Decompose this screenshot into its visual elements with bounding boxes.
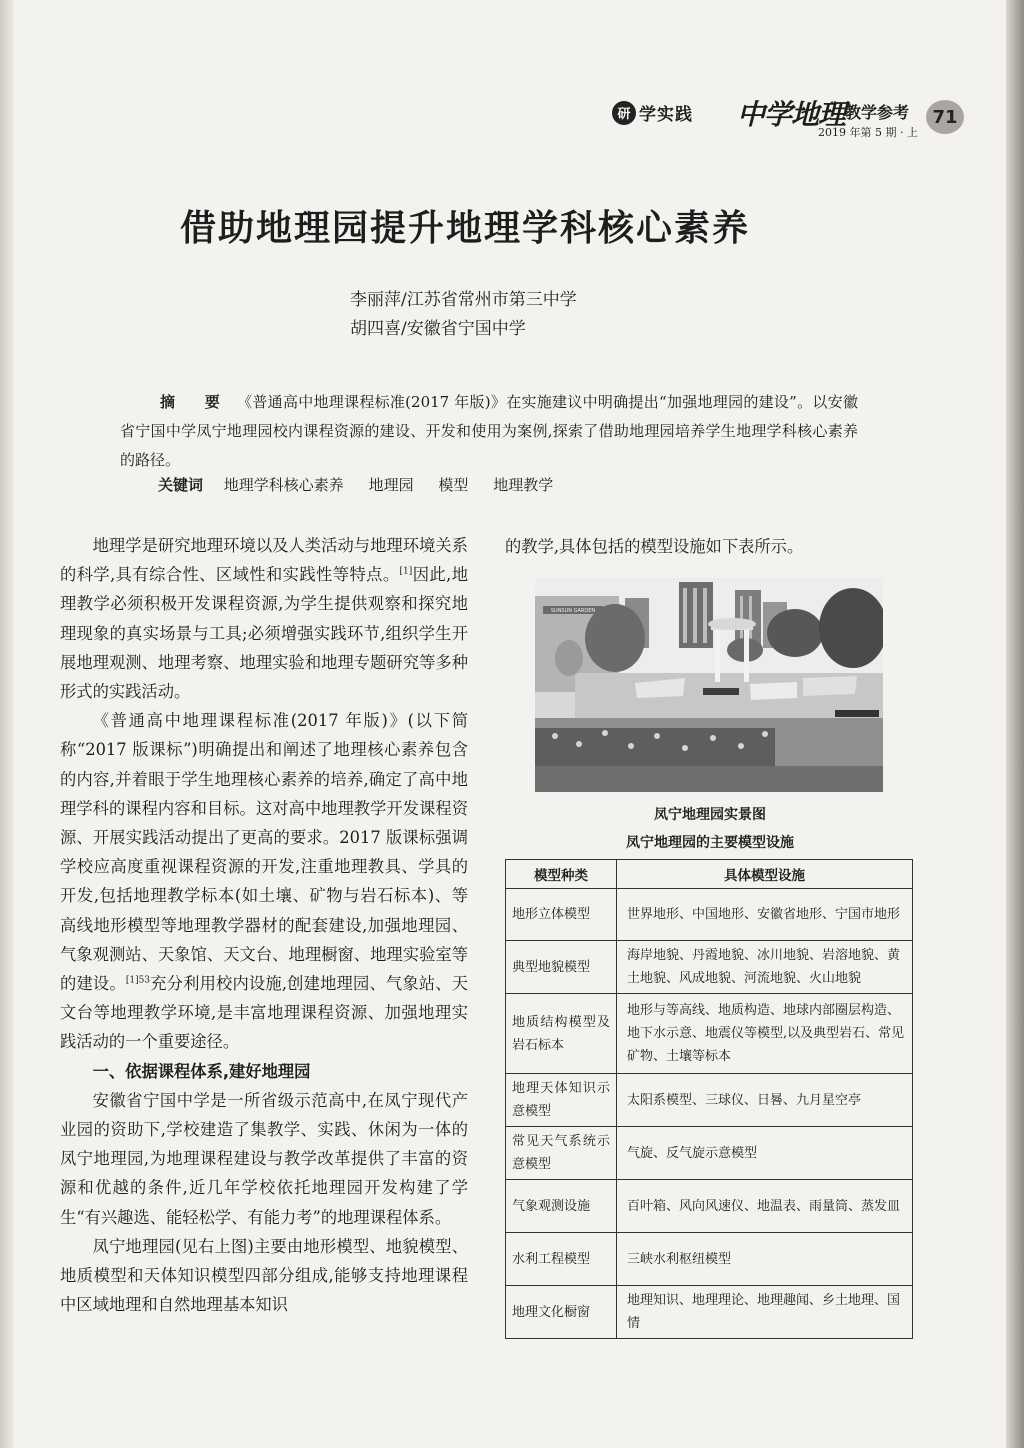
model-type-cell: 典型地貌模型 (506, 941, 617, 994)
keyword: 地理学科核心素养 (223, 476, 344, 494)
journal-logo: 中学地理 (737, 98, 846, 131)
paragraph-text: 充分利用校内设施,创建地理园、气象站、天文台等地理教学环境,是丰富地理课程资源、加强地理实践活动的一个重要途径。 (60, 974, 468, 1052)
model-items-cell: 三峡水利枢纽模型 (617, 1233, 913, 1286)
garden-photo-illustration (535, 578, 883, 792)
table-row (506, 941, 913, 994)
paragraph-3: 安徽省宁国中学是一所省级示范高中,在凤宁现代产业园的资助下,学校建造了集教学、实践、休闲为一体的凤宁地理园,为地理课程建设与教学改革提供了丰富的资源和优越的条件,近几年学校依托地理园开发构建了学生“有兴趣选、能轻松学、有能力考”的地理课程体系。 (60, 1090, 468, 1227)
citation: [1]53 (125, 975, 151, 986)
section-heading: 一、依据课程体系,建好地理园 (92, 1061, 311, 1081)
table-row (506, 1074, 913, 1127)
left-column (60, 531, 468, 1319)
table-header-row (506, 860, 913, 889)
model-type-cell: 常见天气系统示意模型 (506, 1127, 617, 1180)
keywords-label: 关键词 (158, 476, 204, 494)
page-number: 71 (926, 100, 964, 134)
model-type-cell: 水利工程模型 (506, 1233, 617, 1286)
abstract (120, 388, 858, 475)
models-table (505, 859, 913, 1339)
page-left-edge (0, 0, 14, 1448)
figure-caption: 凤宁地理园实景图 (654, 807, 766, 823)
table-row (506, 1180, 913, 1233)
abstract-label: 摘 要 (160, 393, 233, 411)
table-row (506, 889, 913, 941)
keyword: 模型 (438, 476, 469, 494)
table-row (506, 1127, 913, 1180)
model-type-cell: 地质结构模型及岩石标本 (506, 994, 617, 1074)
keyword: 地理教学 (493, 476, 554, 494)
citation: [1] (399, 566, 413, 577)
abstract-text: 《普通高中地理课程标准(2017 年版)》在实施建议中明确提出“加强地理园的建设”。以安徽省宁国中学凤宁地理园校内课程资源的建设、开发和使用为案例,探索了借助地理园培养学生地理学科核心素养的路径。 (120, 393, 858, 469)
author-2: 胡四喜/安徽省宁国中学 (350, 319, 526, 339)
paragraph-text: 地理学是研究地理环境以及人类活动与地理环境关系的科学,具有综合性、区域性和实践性等特点。 (60, 536, 468, 585)
keyword: 地理园 (368, 476, 414, 494)
model-type-cell: 地理文化橱窗 (506, 1286, 617, 1339)
header-research-practice (612, 100, 693, 125)
paragraph-text: 《普通高中地理课程标准(2017 年版)》(以下简称“2017 版课标”)明确提出和阐述了地理核心素养包含的内容,并着眼于学生地理核心素养的培养,确定了高中地理学科的课程内容和目标。这对高中地理教学开发课程资源、开展实践活动提出了更高的要求。2017 版课标强调学校应高度重视课程资源的开发,注重地理教具、学具的开发,包括地理教学标本(如土壤、矿物与岩石标本)、等高线地形模型等地理教学器材的配套建设,加强地理园、气象观测站、天象馆、天文台、地理橱窗、地理实验室等的建设。 (60, 711, 468, 994)
model-items-cell: 太阳系模型、三球仪、日晷、九月星空亭 (617, 1074, 913, 1127)
model-items-cell: 世界地形、中国地形、安徽省地形、宁国市地形 (617, 889, 913, 941)
paragraph-2 (60, 706, 468, 1056)
table-caption: 凤宁地理园的主要模型设施 (626, 835, 794, 851)
wall-sign-text: SUNSUN GARDEN (550, 608, 596, 614)
model-type-cell: 地理天体知识示意模型 (506, 1074, 617, 1127)
research-circle-icon: 研 (612, 101, 636, 125)
table-row (506, 994, 913, 1074)
table-row (506, 1233, 913, 1286)
page-right-edge (1006, 0, 1024, 1448)
model-items-cell: 气旋、反气旋示意模型 (617, 1127, 913, 1180)
column-header: 模型种类 (506, 860, 617, 889)
paragraph-1 (60, 531, 468, 706)
model-items-cell: 百叶箱、风向风速仪、地温表、雨量筒、蒸发皿 (617, 1180, 913, 1233)
paragraph-4: 凤宁地理园(见右上图)主要由地形模型、地貌模型、地质模型和天体知识模型四部分组成,能够支持地理课程中区域地理和自然地理基本知识 (60, 1236, 468, 1315)
paragraph-text: 因此,地理教学必须积极开发课程资源,为学生提供观察和探究地理现象的真实场景与工具;必须增强实践环节,组织学生开展地理观测、地理考察、地理实验和地理专题研究等多种形式的实践活动。 (60, 565, 468, 702)
journal-section: 教学参考 (845, 103, 910, 122)
journal-issue: 2019 年第 5 期 · 上 (818, 126, 918, 139)
header-research-text: 学实践 (639, 105, 693, 125)
column-header: 具体模型设施 (617, 860, 913, 889)
model-type-cell: 地形立体模型 (506, 889, 617, 941)
garden-photo (535, 578, 883, 792)
author-1: 李丽萍/江苏省常州市第三中学 (350, 290, 577, 310)
table-row (506, 1286, 913, 1339)
keywords (158, 474, 573, 495)
article-title: 借助地理园提升地理学科核心素养 (180, 207, 751, 249)
model-items-cell: 地理知识、地理理论、地理趣闻、乡土地理、国情 (617, 1286, 913, 1339)
right-column-intro: 的教学,具体包括的模型设施如下表所示。 (505, 537, 804, 556)
model-type-cell: 气象观测设施 (506, 1180, 617, 1233)
model-items-cell: 地形与等高线、地质构造、地球内部圈层构造、地下水示意、地震仪等模型,以及典型岩石、常见矿物、土壤等标本 (617, 994, 913, 1074)
model-items-cell: 海岸地貌、丹霞地貌、冰川地貌、岩溶地貌、黄土地貌、风成地貌、河流地貌、火山地貌 (617, 941, 913, 994)
